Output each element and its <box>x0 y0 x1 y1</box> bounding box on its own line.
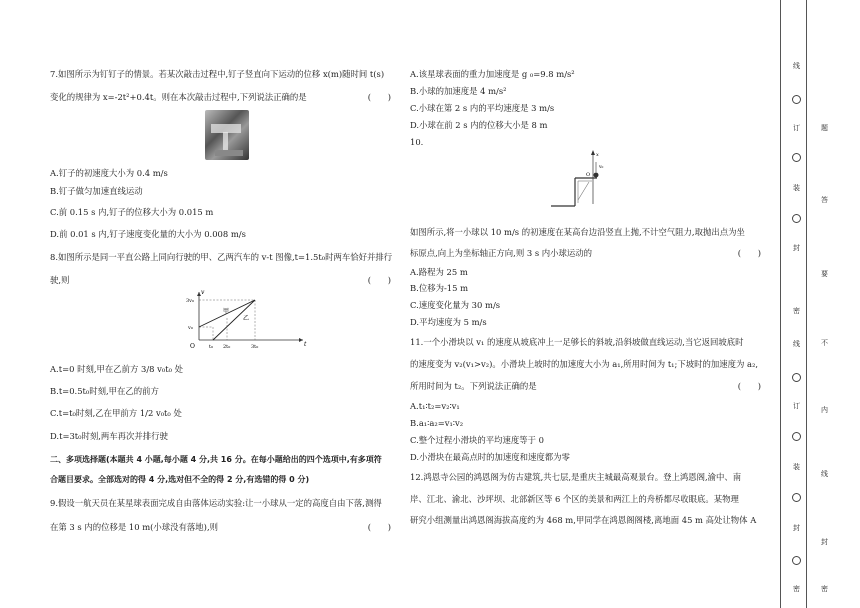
q10-option-c: C.速度变化量为 30 m/s <box>410 300 501 310</box>
q10-platform-diagram <box>545 148 615 210</box>
q8-option-a: A.t=0 时刻,甲在乙前方 3/8 v₀t₀ 处 <box>50 364 184 374</box>
q8-vt-graph <box>185 288 310 358</box>
q11-option-a: A.t₁∶t₂=v₂∶v₁ <box>410 401 460 411</box>
q8-jia-label: 甲 <box>223 308 230 315</box>
q8-stem-line2 <box>50 275 395 286</box>
q8-t-axis-label: t <box>304 341 307 348</box>
q10-option-a: A.路程为 25 m <box>410 267 468 277</box>
q7-answer-paren: ( ) <box>367 92 391 102</box>
q9-stem-line1: 9.假设一航天员在某星球表面完成自由落体运动实验:让一小球从一定的高度自由下落,测得 <box>50 498 382 508</box>
q8-stem-line1: 8.如图所示是同一平直公路上同向行驶的甲、乙两汽车的 v-t 图像,t=1.5t₀时两车恰好并排行 <box>50 252 393 262</box>
q9-stem-line2 <box>50 522 395 533</box>
q11-stem-line3 <box>410 381 765 392</box>
q7-option-c: C.前 0.15 s 内,钉子的位移大小为 0.015 m <box>50 207 214 217</box>
q8-option-b: B.t=0.5t₀时刻,甲在乙的前方 <box>50 386 159 396</box>
q8-v-top-label: 3v₀ <box>186 298 195 304</box>
binding-char-8: 装 <box>793 463 800 471</box>
outer-char-1: 题 <box>821 124 828 132</box>
outer-char-5: 内 <box>821 406 828 414</box>
q12-stem-line1: 12.鸿恩寺公园的鸿恩阁为仿古建筑,共七层,是重庆主城最高观景台。登上鸿恩阁,渝中、南 <box>410 472 742 482</box>
hammer-icon <box>205 110 249 160</box>
binding-char-3: 装 <box>793 184 800 192</box>
q7-stem-line2 <box>50 92 395 103</box>
q10-stem-line1: 如图所示,将一小球以 10 m/s 的初速度在某高台边沿竖直上抛,不计空气阻力,取抛出点为坐 <box>410 227 745 237</box>
binding-char-5: 密 <box>793 307 800 315</box>
q10-stem-line2 <box>410 248 765 259</box>
q9-option-c: C.小球在第 2 s 内的平均速度是 3 m/s <box>410 103 555 113</box>
q11-stem-line1: 11.一个小滑块以 v₁ 的速度从坡底冲上一足够长的斜坡,沿斜坡做直线运动,当它返回坡底时 <box>410 337 744 347</box>
q9-answer-paren: ( ) <box>367 522 391 532</box>
outer-char-3: 要 <box>821 270 828 278</box>
q10-v0-label: v₀ <box>599 165 604 170</box>
q7-option-b: B.钉子做匀加速直线运动 <box>50 186 143 196</box>
q7-stem-text: 变化的规律为 x=-2t²+0.4t。则在本次敲击过程中,下列说法正确的是 <box>50 92 307 102</box>
q11-stem-text: 所用时间为 t₂。下列说法正确的是 <box>410 381 537 391</box>
q9-option-a: A.该星球表面的重力加速度是 g ₀=9.8 m/s² <box>410 69 575 79</box>
outer-char-2: 答 <box>821 196 828 204</box>
binding-hole-6 <box>792 493 801 502</box>
q10-x-axis-label: x <box>596 152 599 158</box>
q11-option-d: D.小滑块在最高点时的加速度和速度都为零 <box>410 452 570 462</box>
q9-option-b: B.小球的加速度是 4 m/s² <box>410 86 507 96</box>
binding-char-2: 订 <box>793 124 800 132</box>
q8-option-c: C.t=t₀时刻,乙在甲前方 1/2 v₀t₀ 处 <box>50 408 182 418</box>
binding-line-right <box>806 0 807 608</box>
binding-hole-3 <box>792 214 801 223</box>
q8-2t0-label: 2t₀ <box>223 344 231 350</box>
outer-char-8: 密 <box>821 585 828 593</box>
section2-heading-line1: 二、多项选择题(本题共 4 小题,每小题 4 分,共 16 分。在每小题给出的四个选项中,有多项符 <box>50 455 382 464</box>
q8-option-d: D.t=3t₀时刻,两车再次并排行驶 <box>50 431 168 441</box>
q8-answer-paren: ( ) <box>367 275 391 285</box>
q10-stem-text: 标原点,向上为坐标轴正方向,则 3 s 内小球运动的 <box>410 248 593 258</box>
binding-char-6: 线 <box>793 340 800 348</box>
q11-option-b: B.a₁∶a₂=v₁∶v₂ <box>410 418 464 428</box>
q7-stem-line1: 7.如图所示为钉钉子的情景。若某次敲击过程中,钉子竖直向下运动的位移 x(m)随时间 t(s) <box>50 69 385 79</box>
binding-char-9: 封 <box>793 524 800 532</box>
q12-stem-line3: 研究小组测量出鸿恩阁海拔高度约为 468 m,甲同学在鸿恩阁阁楼,离地面 45 m 高处让物体 A <box>410 515 757 525</box>
q8-v-axis-label: v <box>201 289 205 296</box>
outer-char-6: 线 <box>821 470 828 478</box>
binding-line-left <box>780 0 781 608</box>
q8-origin-label: O <box>190 343 195 350</box>
section2-heading-line2: 合题目要求。全部选对的得 4 分,选对但不全的得 2 分,有选错的得 0 分) <box>50 475 310 484</box>
binding-hole-4 <box>792 373 801 382</box>
q10-origin-label: O <box>586 172 591 178</box>
q11-stem-line2: 的速度变为 v₂(v₁>v₂)。小滑块上坡时的加速度大小为 a₁,所用时间为 t₁;下坡时的加速度为 a₂, <box>410 359 759 369</box>
q10-answer-paren: ( ) <box>737 248 761 258</box>
q10-number: 10. <box>410 137 424 147</box>
binding-char-7: 订 <box>793 402 800 410</box>
q7-option-a: A.钉子的初速度大小为 0.4 m/s <box>50 168 168 178</box>
binding-char-4: 封 <box>793 244 800 252</box>
q11-answer-paren: ( ) <box>737 381 761 391</box>
outer-char-7: 封 <box>821 538 828 546</box>
binding-char-1: 线 <box>793 62 800 70</box>
binding-hole-5 <box>792 432 801 441</box>
nail-hammer-photo <box>205 110 249 160</box>
binding-margin <box>780 0 860 608</box>
q8-yi-label: 乙 <box>243 315 250 322</box>
binding-hole-1 <box>792 95 801 104</box>
binding-hole-7 <box>792 556 801 565</box>
q11-option-c: C.整个过程小滑块的平均速度等于 0 <box>410 435 545 445</box>
q7-option-d: D.前 0.01 s 内,钉子速度变化量的大小为 0.008 m/s <box>50 229 246 239</box>
q8-t0-label: t₀ <box>209 344 214 350</box>
q10-option-b: B.位移为-15 m <box>410 283 469 293</box>
q10-option-d: D.平均速度为 5 m/s <box>410 317 487 327</box>
q8-v-mid-label: v₀ <box>188 325 193 331</box>
q8-stem-text: 驶,则 <box>50 275 70 285</box>
q9-option-d: D.小球在前 2 s 内的位移大小是 8 m <box>410 120 548 130</box>
outer-char-4: 不 <box>821 339 828 347</box>
q9-stem-text: 在第 3 s 内的位移是 10 m(小球没有落地),则 <box>50 522 218 532</box>
binding-hole-2 <box>792 153 801 162</box>
q8-3t0-label: 3t₀ <box>251 344 259 350</box>
q12-stem-line2: 岸、江北、渝北、沙坪坝、北部新区等 6 个区的美景和两江上的舟桥都尽收眼底。某物理 <box>410 494 739 504</box>
binding-char-10: 密 <box>793 585 800 593</box>
